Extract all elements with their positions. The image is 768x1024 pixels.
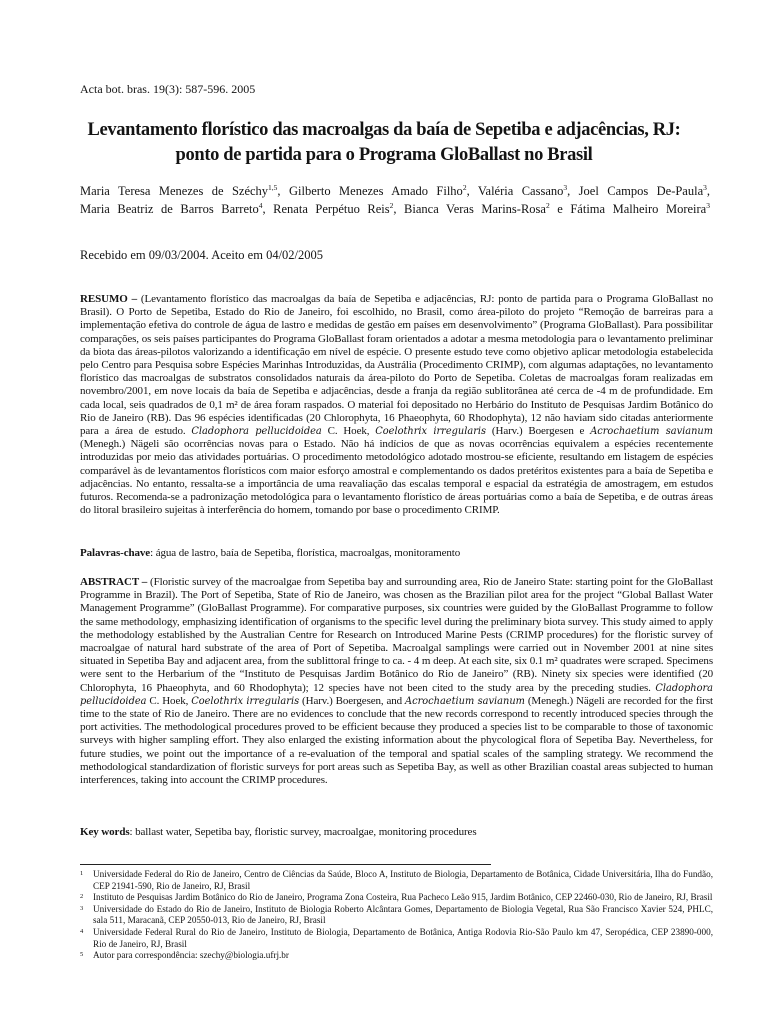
abstract-label: ABSTRACT – [80,576,148,588]
footnote-1 [80,869,713,892]
palavras-chave-line [80,547,713,560]
footnote-5 [80,950,713,962]
palavras-chave-label: Palavras-chave [80,547,151,559]
author-name: Gilberto Menezes Amado Filho [288,184,463,198]
resumo-text: (Harv.) Boergesen e [491,425,585,438]
footnote-3 [80,904,713,927]
received-accepted-dates: Recebido em 09/03/2004. Aceito em 04/02/2005 [80,248,324,262]
author-name: Valéria Cassano [477,184,564,198]
author-name: Bianca Veras Marins-Rosa [404,202,546,216]
abstract-paragraph [80,576,713,787]
affiliation-mark: 2 [389,200,394,210]
footnote-text: Instituto de Pesquisas Jardim Botânico do Rio de Janeiro, Programa Zona Costeira, Rua Pacheco Leão 915, Jardim Botânico, CEP 22460-030, Rio de Janeiro, RJ, Brasil [93,892,713,903]
species-name: Coelothrix irregularis [191,695,300,707]
author-name: Maria Beatriz de Barros Barreto [80,202,259,216]
affiliation-mark: 2 [462,182,467,192]
species-name: Cladophora pellucidoidea [191,426,322,438]
affiliation-mark: 4 [258,200,263,210]
footnote-2 [80,892,713,904]
species-name: Acrochaetium savianum [405,695,525,707]
key-words-text: : ballast water, Sepetiba bay, floristic survey, macroalgae, monitoring procedures [129,826,477,838]
species-name: Cladophora pellucidoidea [80,682,713,707]
abstract-text: (Floristic survey of the macroalgae from Sepetiba bay and surrounding area, Rio de Janeiro State: starting point for the GloBallast Programme in Brazil). The Port of Sepetiba, State of Rio de Janeiro, was chosen as the Brazilian pilot area for the project “Global Ballast Water Management Programme” (GloBallast Programme). For comparative purposes, six countries were guided by the GloBallast Programme to follow the same methodology, emphasizing identification of organisms to the specific level during the preliminary biota survey. This study aimed to apply the methodology established by the Australian Centre for Research on Introduced Marine Pests (CRIMP procedures) for the floristic survey of macroalgae of natural hard substrate of the area of Port of Sepetiba. Macroalgal samplings were carried out in November 2001 at nine sites situated in Sepetiba Bay and adjacent area, from the sublittoral fringe to ca. - 4 m deep. At each site, six 0.1 m² quadrates were scraped. Specimens were sent to the Herbarium of the “Instituto de Pesquisas Jardim Botânico do Rio de Janeiro” (RB). Ninety six species were identified (20 Chlorophyta, 16 Phaeophyta, and 60 Rhodophyta); 12 species have not been cited to the study area by the preceding studies. [80,576,713,694]
footnote-number: 4 [80,927,84,935]
footnote-divider [80,864,491,865]
key-words-label: Key words [80,826,130,838]
author-name: Joel Campos De-Paula [578,184,704,198]
footnote-number: 1 [80,870,84,877]
affiliation-mark: 3 [703,182,707,192]
footnote-number: 3 [80,904,84,912]
affiliation-mark: 1,5 [268,182,278,192]
species-name: Coelothrix irregularis [375,426,487,438]
species-name: Acrochaetium savianum [590,426,714,438]
abstract-text: C. Hoek, [149,694,189,707]
footnote-4 [80,927,713,950]
footnote-text: Autor para correspondência: szechy@biologia.ufrj.br [93,950,289,961]
palavras-chave-text: : água de lastro, baía de Sepetiba, florística, macroalgas, monitoramento [150,547,461,559]
resumo-text: (Levantamento florístico das macroalgas da baía de Sepetiba e adjacências, RJ: ponto de partida para o Programa GloBallast no Brasil). O Porto de Sepetiba, Estado do Rio de Janeiro, foi escolhido, no Brasil, como área-piloto do projeto “Remoção de barreiras para a implementação efetiva do controle de água de lastro e medidas de gestão em países em desenvolvimento” (Programa GloBallast). Para possibilitar comparações, os seis países participantes do Programa GloBallast foram orientados a adotar a mesma metodologia para o levantamento preliminar da biota das áreas-pilotos valorizando a identificação em nível de espécie. O presente estudo teve como objetivo aplicar metodologia estabelecida pelo Centro para Pesquisa sobre Espécies Marinhas Introduzidas, da Austrália (Procedimento CRIMP), com algumas adaptações, no levantamento florístico das macroalgas de substratos consolidados naturais da área-piloto do Porto de Sepetiba. Coletas de macroalgas foram realizadas em novembro/2001, em nove locais da baía de Sepetiba e adjacências, desde a franja da região sublitorânea até cerca de -4 m de profundidade. Em cada local, seis quadrados de 0,1 m² de área foram raspados. O material foi depositado no Herbário do Instituto de Pesquisas Jardim Botânico do Rio de Janeiro (RB). Das 96 espécies identificadas (20 Chlorophyta, 16 Phaeophyta, 60 Rhodophyta), 12 não haviam sido citadas anteriormente para a área de estudo. [80,293,713,438]
author-name: Maria Teresa Menezes de Széchy [80,184,269,198]
affiliation-mark: 2 [545,200,550,210]
resumo-text: C. Hoek, [327,425,370,438]
abstract-text: (Menegh.) Nägeli are recorded for the first time to the state of Rio de Janeiro. There are no evidences to conclude that the new records correspond to recently introduced species through the port activities. The methodological procedures proved to be efficient because they produced a species list to be comparable to those of taxonomic surveys with higher sampling effort. They also enlarged the existing information about the phycological flora of Sepetiba Bay. Nevertheless, for future studies, we point out the importance of a re-evaluation of the temporal and spatial scales of the sampling strategy. We recommend the methodological standardization of floristic surveys for port areas such as Sepetiba Bay, as well as other Brazilian coastal areas subjected to human interferences, taking into account the CRIMP procedures. [80,694,713,787]
footnote-number: 2 [80,893,84,901]
affiliation-mark: 3 [563,182,568,192]
key-words-line [80,826,713,839]
author-list [80,182,710,218]
abstract-text: (Harv.) Boergesen, and [302,694,403,707]
footnote-text: Universidade Federal Rural do Rio de Janeiro, Instituto de Biologia, Departamento de Botânica, Antiga Rodovia Rio-São Paulo km 47, Seropédica, CEP 23890-000, Rio de Janeiro, RJ, Brasil [93,926,713,949]
resumo-text: (Menegh.) Nägeli são ocorrências novas para o Estado. Não há indícios de que as novas ocorrências equivalem a espécies recentemente introduzidas por meio das atividades portuárias. O procedimento metodológico adotado mostrou-se eficiente, resultando em listagem de espécies comparável às de levantamentos florísticos com maior esforço amostral e complementando os dados pretéritos existentes para a baía de Sepetiba e adjacências. No entanto, ressalta-se a importância de uma reavaliação das escalas temporal e espacial da estratégia de amostragem, em estudos futuros. Recomenda-se a padronização metodológica para o levantamento florístico de áreas portuárias como a baía de Sepetiba, e de outras áreas do litoral brasileiro sujeitas à interferência do homem, tomando por base o procedimento CRIMP. [80,438,713,517]
resumo-label: RESUMO – [80,293,137,305]
footnote-text: Universidade do Estado do Rio de Janeiro, Instituto de Biologia Roberto Alcântara Gomes, Departamento de Biologia Vegetal, Rua São Francisco Xavier 524, PHLC, sala 511, Maracanã, CEP 20550-013, Rio de Janeiro, RJ, Brasil [93,903,713,926]
author-line-1: Maria Teresa Menezes de Széchy$^{1,5}$, Gilberto Menezes Amado Filho$^2$, Valéria Cassano$^3$, Joel Campos De-Paula$^3$, [80,182,711,198]
footnote-number: 5 [80,951,84,959]
author-name: Fátima Malheiro Moreira [570,202,707,216]
journal-citation: Acta bot. bras. 19(3): 587-596. 2005 [80,82,256,96]
author-line-2: Maria Beatriz de Barros Barreto$^4$, Renata Perpétuo Reis$^2$, Bianca Veras Marins-Rosa$^2$ e Fátima Malheiro Moreira$^3$ [80,200,710,216]
footnotes [80,869,713,962]
affiliation-mark: 3 [706,200,710,210]
article-title: Levantamento florístico das macroalgas da baía de Sepetiba e adjacências, RJ: ponto de partida para o Programa GloBallast no Brasil [87,120,681,165]
author-name: Renata Perpétuo Reis [273,202,390,216]
footnote-text: Universidade Federal do Rio de Janeiro, Centro de Ciências da Saúde, Bloco A, Instituto de Biologia, Departamento de Botânica, Cidade Universitária, Ilha do Fundão, CEP 21941-590, Rio de Janeiro, RJ, Brasil [93,869,713,891]
resumo-paragraph [80,293,713,517]
